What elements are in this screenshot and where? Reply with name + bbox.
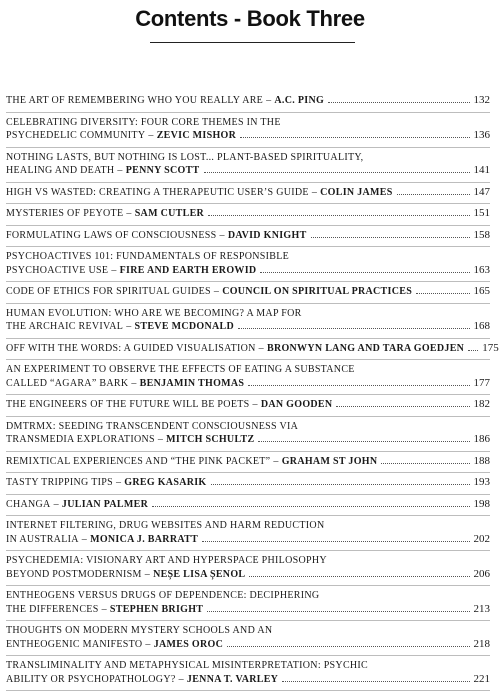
title-author-separator: – [266,95,272,106]
entry-title: THE ENGINEERS OF THE FUTURE WILL BE POETS [6,399,250,410]
dot-leader [208,215,469,216]
toc-entry[interactable] [6,516,490,551]
toc-entry-line [6,207,490,221]
entry-title: FORMULATING LAWS OF CONSCIOUSNESS [6,229,217,241]
dot-leader [282,681,469,682]
toc-entry-line [6,377,490,391]
entry-title: MYSTERIES OF PEYOTE [6,208,124,219]
toc-entry[interactable] [6,282,490,304]
page-number: 163 [473,263,490,276]
page-number: 193 [473,476,490,488]
entry-title: DMTRMX: SEEDING TRANSCENDENT CONSCIOUSNESS VIA [6,420,299,432]
toc-entry-line [6,186,490,200]
dot-leader [211,484,470,485]
toc-entry-line [6,229,490,243]
toc-entry-line [6,151,490,165]
entry-title: ENTHEOGENS VERSUS DRUGS OF DEPENDENCE: DECIPHERING [6,590,320,601]
entry-author: COUNCIL ON SPIRITUAL PRACTICES [222,286,413,297]
toc-entry-line [6,341,499,356]
toc-entry-line [6,519,490,533]
entry-title: HUMAN EVOLUTION: WHO ARE WE BECOMING? A MAP FOR [6,307,302,319]
dot-leader [227,646,469,647]
dot-leader [204,172,470,173]
entry-title: TRANSMEDIA EXPLORATIONS [6,434,155,445]
toc-entry-line [6,659,490,673]
page-number: 151 [473,207,490,219]
toc-entry-line [6,638,490,652]
entry-author: STEVE MCDONALD [134,321,234,332]
page-number: 221 [473,672,490,685]
toc-entry-line [6,363,490,377]
toc-entry[interactable] [6,204,490,226]
dot-leader [202,541,469,542]
toc-entry-line [6,455,490,469]
dot-leader [249,576,469,577]
dot-leader [152,506,469,507]
toc-entry-line [6,94,490,108]
dot-leader [381,463,469,464]
entry-author: A.C. PING [274,95,325,106]
entry-author: BRONWYN LANG AND TARA GOEDJEN [266,342,465,354]
dot-leader [260,272,469,273]
entry-author: BENJAMIN THOMAS [139,377,245,389]
title-author-separator: – [115,477,122,488]
toc-entry-line [6,673,490,687]
title-author-separator: – [213,286,220,297]
entry-title: TASTY TRIPPING TIPS [6,477,113,488]
toc-entry[interactable] [6,88,490,113]
title-author-separator: – [258,342,264,354]
entry-title: ENTHEOGENIC MANIFESTO [6,638,143,650]
entry-author: JULIAN PALMER [61,498,149,510]
toc-entry[interactable] [6,621,490,656]
dot-leader [468,350,478,351]
toc-entry-line [6,164,490,178]
entry-author: STEPHEN BRIGHT [109,603,204,615]
toc-entry[interactable] [6,226,490,248]
toc-entry[interactable] [6,586,490,621]
toc-entry[interactable] [6,473,490,495]
dot-leader [248,385,469,386]
title-author-separator: – [126,208,132,219]
toc-entry[interactable] [6,452,490,474]
page-number: 202 [473,532,490,545]
title-underline [150,42,355,43]
toc-entry-line [6,250,490,264]
entry-author: ZEVIC MISHOR [156,130,237,141]
title-author-separator: – [144,568,151,580]
dot-leader [238,328,470,329]
entry-title: CHANGA [6,498,51,510]
page-number: 141 [473,164,490,176]
title-author-separator: – [145,638,151,650]
toc-entry[interactable] [6,148,490,183]
entry-author: COLIN JAMES [320,186,393,198]
entry-author: SAM CUTLER [134,208,205,219]
toc-entry-line [6,476,490,490]
entry-author: JAMES OROC [153,638,224,650]
toc-entry[interactable] [6,417,490,452]
toc-entry[interactable] [6,360,490,395]
entry-title: AN EXPERIMENT TO OBSERVE THE EFFECTS OF EATING A SUBSTANCE [6,364,355,375]
entry-title: NOTHING LASTS, BUT NOTHING IS LOST... PLANT-BASED SPIRITUALITY, [6,151,364,163]
toc-entry-line [6,603,490,617]
dot-leader [207,611,469,612]
toc-entry-line [6,264,490,278]
entry-title: OFF WITH THE WORDS: A GUIDED VISUALISATION [6,342,256,354]
dot-leader [328,102,469,103]
toc-entry[interactable] [6,551,490,586]
entry-title: THOUGHTS ON MODERN MYSTERY SCHOOLS AND AN [6,625,273,636]
entry-title: HIGH VS WASTED: CREATING A THERAPEUTIC USER’S GUIDE [6,186,309,198]
toc-entry-line [6,116,490,130]
dot-leader [397,194,470,195]
entry-author: MONICA J. BARRATT [90,533,199,545]
entry-title: REMIXTICAL EXPERIENCES AND “THE PINK PACKET” [6,455,271,467]
table-of-contents [6,88,499,691]
page-number: 218 [473,637,490,650]
title-author-separator: – [273,455,279,467]
title-author-separator: – [157,434,164,445]
entry-title: THE ARCHAIC REVIVAL [6,321,124,332]
toc-entry-line [6,129,490,143]
entry-author: GREG KASARIK [124,477,207,488]
title-author-separator: – [81,533,88,545]
toc-entry-line [6,320,490,334]
page-number: 147 [473,185,490,198]
entry-author: MITCH SCHULTZ [166,434,255,445]
page-number: 136 [473,129,490,141]
toc-entry[interactable] [6,495,490,517]
title-author-separator: – [126,321,132,332]
entry-title: ABILITY OR PSYCHOPATHOLOGY? [6,673,176,685]
title-author-separator: – [252,399,258,410]
toc-entry-line [6,624,490,638]
page-number: 188 [473,454,490,467]
toc-entry[interactable] [6,183,490,205]
toc-entry-line [6,398,490,412]
dot-leader [311,237,470,238]
dot-leader [258,441,469,442]
toc-entry-line [6,285,490,299]
dot-leader [416,293,469,294]
entry-title: PSYCHOACTIVES 101: FUNDAMENTALS OF RESPONSIBLE [6,251,290,262]
title-author-separator: – [311,186,318,198]
entry-title: INTERNET FILTERING, DRUG WEBSITES AND HARM REDUCTION [6,520,325,531]
toc-entry[interactable] [6,339,499,361]
toc-entry-line [6,533,490,547]
entry-author: DAN GOODEN [260,399,333,410]
page-number: 132 [473,94,490,106]
page-number: 182 [473,398,490,410]
entry-author: PENNY SCOTT [125,165,200,176]
toc-entry-line [6,568,490,582]
page-number: 158 [473,228,490,241]
toc-entry[interactable] [6,304,490,339]
toc-entry-line [6,420,490,434]
entry-author: JENNA T. VARLEY [186,673,279,685]
entry-title: HEALING AND DEATH [6,165,115,176]
toc-entry[interactable] [6,113,490,148]
entry-author: GRAHAM ST JOHN [281,455,378,467]
toc-entry[interactable] [6,656,490,691]
title-author-separator: – [101,603,107,615]
entry-title: PSYCHOACTIVE USE [6,264,109,276]
toc-entry-line [6,589,490,603]
entry-author: FIRE AND EARTH EROWID [119,264,257,276]
title-author-separator: – [148,130,154,141]
entry-title: CELEBRATING DIVERSITY: FOUR CORE THEMES IN THE [6,116,281,128]
dot-leader [240,137,469,138]
entry-author: DAVID KNIGHT [227,229,307,241]
page-number: 168 [473,320,490,332]
toc-entry[interactable] [6,395,490,417]
page-number: 213 [473,602,490,615]
title-author-separator: – [53,498,59,510]
entry-title: THE ART OF REMEMBERING WHO YOU REALLY ARE [6,95,264,106]
title-author-separator: – [219,229,225,241]
entry-title: IN AUSTRALIA [6,533,79,545]
entry-title: THE DIFFERENCES [6,603,99,615]
entry-title: TRANSLIMINALITY AND METAPHYSICAL MISINTERPRETATION: PSYCHIC [6,660,369,671]
entry-title: CALLED “AGARA” BARK [6,377,129,389]
entry-title: BEYOND POSTMODERNISM [6,568,142,580]
entry-author: NEȘE LISA ȘENOL [153,568,246,580]
title-author-separator: – [131,377,137,389]
page-number: 186 [473,433,490,445]
title-author-separator: – [111,264,117,276]
page-number: 198 [473,497,490,510]
toc-entry-line [6,307,490,321]
toc-entry-line [6,498,490,512]
page-number: 206 [473,567,490,580]
page-number: 177 [473,376,490,389]
title-author-separator: – [117,165,123,176]
entry-title: CODE OF ETHICS FOR SPIRITUAL GUIDES [6,286,211,297]
page-title: Contents - Book Three [135,6,365,31]
entry-title: PSYCHEDEMIA: VISIONARY ART AND HYPERSPACE PHILOSOPHY [6,555,327,566]
dot-leader [336,406,469,407]
toc-entry-line [6,433,490,447]
page-number: 165 [473,285,490,297]
toc-entry[interactable] [6,247,490,282]
entry-title: PSYCHEDELIC COMMUNITY [6,130,146,141]
title-author-separator: – [178,673,184,685]
page-number: 175 [482,341,499,354]
toc-entry-line [6,554,490,568]
